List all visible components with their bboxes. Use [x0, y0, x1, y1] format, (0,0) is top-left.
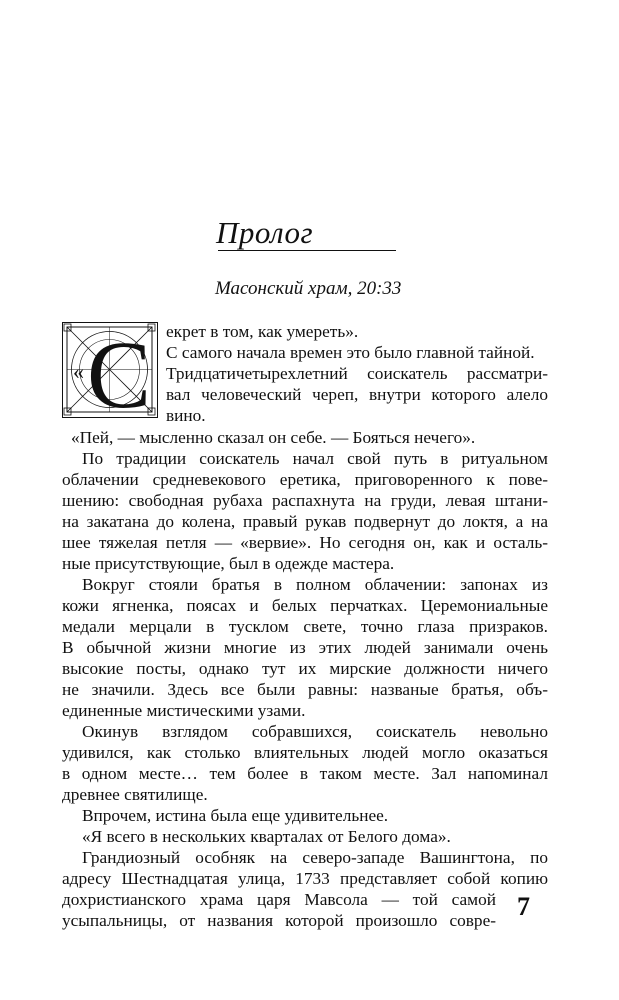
- text-line: Грандиозный особняк на северо-западе Вашингтона, по: [82, 848, 548, 867]
- text-line: Окинув взглядом собравшихся, соискатель невольно: [82, 722, 548, 741]
- text-line: в одном месте… тем более в таком месте. Зал напоминал: [62, 764, 548, 783]
- text-line: единенные мистическими узами.: [62, 701, 306, 720]
- text-line: кожи ягненка, поясах и белых перчатках. Церемониальные: [62, 596, 548, 615]
- text-line: вино.: [166, 406, 206, 425]
- text-line: адресу Шестнадцатая улица, 1733 представляет собой копию: [62, 869, 548, 888]
- text-line: облачении средневекового еретика, приговоренного к пове-: [62, 470, 548, 489]
- text-line: С самого начала времен это было главной тайной.: [166, 343, 535, 362]
- page-number: 7: [517, 892, 530, 921]
- text-line: дохристианского храма царя Мавсола — той самой: [62, 890, 496, 909]
- drop-cap-quote: «: [73, 359, 84, 384]
- text-line: В обычной жизни многие из этих людей занимали очень: [62, 638, 548, 657]
- text-line: удивился, как столько влиятельных людей могло оказаться: [62, 743, 548, 762]
- chapter-subtitle: Масонский храм, 20:33: [215, 278, 402, 299]
- text-line: высокие посты, однако тут их мирские должности ничего: [62, 659, 548, 678]
- text-line: «Я всего в нескольких кварталах от Белого дома».: [82, 827, 451, 846]
- text-line: шению: свободная рубаха распахнута на груди, левая штани-: [62, 491, 548, 510]
- text-line: Тридцатичетырехлетний соискатель рассматри-: [166, 364, 548, 383]
- chapter-title: Пролог: [216, 215, 314, 250]
- text-line: медали мерцали в тусклом свете, точно глаза призраков.: [62, 617, 548, 636]
- drop-cap-ornament-icon: [63, 323, 156, 416]
- text-line: усыпальницы, от названия которой произошло совре-: [62, 911, 496, 930]
- text-line: вал человеческий череп, внутри которого алело: [166, 385, 548, 404]
- text-line: «Пей, — мысленно сказал он себе. — Бояться нечего».: [71, 428, 476, 447]
- text-line: шее тяжелая петля — «вервие». Но сегодня он, как и осталь-: [62, 533, 548, 552]
- title-underline: [218, 250, 396, 251]
- text-line: По традиции соискатель начал свой путь в ритуальном: [82, 449, 548, 468]
- text-line: ные присутствующие, был в одежде мастера.: [62, 554, 395, 573]
- text-line: Вокруг стояли братья в полном облачении: запонах из: [82, 575, 548, 594]
- drop-cap-letter: С: [87, 323, 152, 416]
- text-line: екрет в том, как умереть».: [166, 322, 359, 341]
- text-line: на закатана до колена, правый рукав подвернут до локтя, а на: [62, 512, 548, 531]
- text-line: не значили. Здесь все были равны: названые братья, объ-: [62, 680, 548, 699]
- drop-cap-ornament: [62, 322, 158, 418]
- text-line: Впрочем, истина была еще удивительнее.: [82, 806, 389, 825]
- text-line: древнее святилище.: [62, 785, 208, 804]
